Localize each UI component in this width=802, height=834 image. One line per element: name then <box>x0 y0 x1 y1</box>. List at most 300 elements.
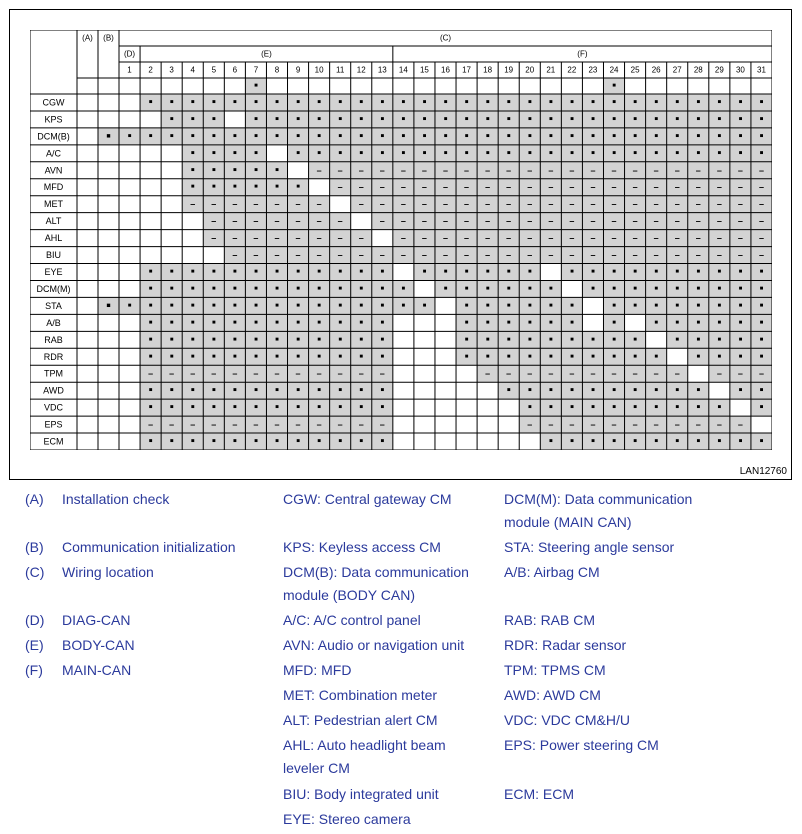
cell-marker: ■ <box>380 99 385 106</box>
legend-item-c: (C) Wiring location <box>25 564 154 580</box>
legend-dcmb-line1: DCM(B): Data communication <box>283 564 469 580</box>
legend-eye: EYE: Stereo camera <box>283 811 411 827</box>
cell-marker: ■ <box>317 438 321 445</box>
cell-dash: – <box>232 216 238 227</box>
cell-marker: ■ <box>338 438 342 445</box>
cell-dash: – <box>674 233 680 244</box>
cell-marker: ■ <box>612 99 616 106</box>
cell-dash: – <box>653 250 659 261</box>
cell-dash: – <box>548 419 554 430</box>
cell-dash: – <box>527 233 533 244</box>
cell-dash: – <box>421 250 427 261</box>
cell-marker: ■ <box>211 336 216 343</box>
cell-dash: – <box>569 419 575 430</box>
cell-marker: ■ <box>570 99 574 106</box>
cell-dash: – <box>695 216 701 227</box>
legend <box>0 484 802 834</box>
cell-marker: ■ <box>443 116 448 123</box>
legend-tpm: TPM: TPMS CM <box>504 662 606 678</box>
legend-rab: RAB: RAB CM <box>504 612 596 628</box>
header-location-number: 13 <box>377 65 387 75</box>
cell-marker: ■ <box>211 404 216 411</box>
cell-marker: ■ <box>359 116 364 123</box>
header-location-number: 11 <box>336 65 345 75</box>
cell-marker: ■ <box>359 302 364 309</box>
cell-marker: ■ <box>464 133 469 140</box>
cell-marker: ■ <box>485 353 490 360</box>
cell-dash: – <box>169 368 175 379</box>
cell-marker: ■ <box>612 150 616 157</box>
legend-item-a: (A) Installation check <box>25 491 170 507</box>
cell-marker: ■ <box>211 302 216 309</box>
cell-marker: ■ <box>190 285 195 292</box>
cell-dash: – <box>674 368 680 379</box>
cell-dash: – <box>569 199 575 210</box>
cell-dash: – <box>737 165 743 176</box>
cell-dash: – <box>506 368 512 379</box>
cell-marker: ■ <box>549 353 553 360</box>
cell-marker: ■ <box>738 116 743 123</box>
cell-marker: ■ <box>612 116 616 123</box>
cell-marker: ■ <box>633 269 637 275</box>
cell-dash: – <box>548 233 554 244</box>
cell-marker: ■ <box>233 99 237 106</box>
cell-dash: – <box>632 250 638 261</box>
cell-dash: – <box>421 233 427 244</box>
cell-marker: ■ <box>759 336 764 343</box>
cell-marker: ■ <box>549 319 553 326</box>
cell-marker: ■ <box>485 116 490 123</box>
cell-dash: – <box>442 182 449 193</box>
cell-dash: – <box>716 182 722 193</box>
header-col-a: (A) <box>82 33 93 43</box>
cell-dash: – <box>316 419 322 430</box>
cell-marker: ■ <box>127 302 132 309</box>
cell-marker: ■ <box>380 336 385 343</box>
cell-dash: – <box>337 182 343 193</box>
cell-dash: – <box>758 182 764 193</box>
cell-marker: ■ <box>570 269 574 275</box>
cell-marker: ■ <box>738 269 743 275</box>
cell-dash: – <box>590 233 596 244</box>
cell-marker: ■ <box>380 116 385 123</box>
cell-marker: ■ <box>527 269 532 275</box>
cell-marker: ■ <box>211 387 216 394</box>
row-label: AVN <box>44 165 63 176</box>
cell-marker: ■ <box>275 285 279 292</box>
cell-marker: ■ <box>211 150 216 157</box>
cell-marker: ■ <box>359 438 364 445</box>
cell-marker: ■ <box>696 99 701 106</box>
cell-dash: – <box>674 216 680 227</box>
row-label: DCM(M) <box>36 283 71 294</box>
cell-marker: ■ <box>254 336 258 343</box>
cell-dash: – <box>379 368 385 379</box>
legend-item-d: (D) DIAG-CAN <box>25 612 131 628</box>
cell-marker: ■ <box>612 438 616 445</box>
cell-marker: ■ <box>549 133 553 140</box>
cell-marker: ■ <box>359 150 364 157</box>
cell-marker: ■ <box>570 336 574 343</box>
cell-marker: ■ <box>633 99 637 106</box>
cell-marker: ■ <box>359 336 364 343</box>
cell-marker: ■ <box>738 353 743 360</box>
cell-dash: – <box>316 165 322 176</box>
cell-marker: ■ <box>275 167 279 174</box>
cell-marker: ■ <box>211 184 216 191</box>
cell-dash: – <box>590 419 596 430</box>
cell-marker: ■ <box>506 269 511 275</box>
cell-marker: ■ <box>190 404 195 411</box>
cell-marker: ■ <box>654 285 658 292</box>
cell-dash: – <box>464 233 470 244</box>
cell-marker: ■ <box>422 269 427 275</box>
cell-dash: – <box>274 419 280 430</box>
cell-marker: ■ <box>233 387 237 394</box>
cell-marker: ■ <box>527 302 532 309</box>
cell-marker: ■ <box>717 269 722 275</box>
cell-marker: ■ <box>591 150 595 157</box>
cell-marker: ■ <box>654 269 658 275</box>
cell-marker: ■ <box>380 133 385 140</box>
cell-dash: – <box>337 165 343 176</box>
cell-marker: ■ <box>464 353 469 360</box>
cell-dash: – <box>253 250 259 261</box>
cell-marker: ■ <box>591 438 595 445</box>
cell-dash: – <box>506 216 512 227</box>
cell-marker: ■ <box>717 404 722 411</box>
cell-marker: ■ <box>380 269 385 275</box>
header-location-number: 7 <box>253 65 259 75</box>
cell-marker: ■ <box>233 133 237 140</box>
cell-dash: – <box>400 165 406 176</box>
cell-marker: ■ <box>169 116 174 123</box>
cell-marker: ■ <box>759 302 764 309</box>
cell-marker: ■ <box>211 133 216 140</box>
cell-dash: – <box>316 199 322 210</box>
cell-marker: ■ <box>675 387 680 394</box>
header-location-number: 24 <box>609 65 619 75</box>
cell-dash: – <box>379 250 385 261</box>
header-location-number: 6 <box>232 65 238 75</box>
cell-marker: ■ <box>317 99 321 106</box>
header-location-number: 22 <box>567 65 577 75</box>
cell-dash: – <box>337 216 343 227</box>
cell-dash: – <box>274 199 280 210</box>
cell-marker: ■ <box>464 269 469 275</box>
header-location-number: 15 <box>419 65 429 75</box>
cell-marker: ■ <box>759 269 764 275</box>
cell-marker: ■ <box>464 99 469 106</box>
cell-dash: – <box>653 419 659 430</box>
cell-marker: ■ <box>338 302 342 309</box>
cell-dash: – <box>400 250 406 261</box>
cell-marker: ■ <box>759 150 764 157</box>
cell-marker: ■ <box>359 404 364 411</box>
cell-dash: – <box>337 368 343 379</box>
cell-dash: – <box>295 216 301 227</box>
cell-marker: ■ <box>275 387 279 394</box>
cell-dash: – <box>611 165 617 176</box>
cell-dash: – <box>569 165 575 176</box>
cell-marker: ■ <box>296 319 300 326</box>
cell-marker: ■ <box>169 387 174 394</box>
cell-dash: – <box>485 368 491 379</box>
header-location-number: 16 <box>441 65 450 75</box>
cell-dash: – <box>232 233 238 244</box>
cell-marker: ■ <box>464 336 469 343</box>
cell-marker: ■ <box>464 150 469 157</box>
cell-marker: ■ <box>570 404 574 411</box>
cell-dash: – <box>695 165 701 176</box>
legend-avn: AVN: Audio or navigation unit <box>283 637 465 653</box>
cell-marker: ■ <box>422 116 427 123</box>
cell-marker: ■ <box>654 116 658 123</box>
cell-marker: ■ <box>296 387 300 394</box>
row-label: DCM(B) <box>37 131 70 142</box>
cell-dash: – <box>611 419 617 430</box>
cell-dash: – <box>758 216 764 227</box>
cell-dash: – <box>506 165 512 176</box>
cell-dash: – <box>632 368 638 379</box>
cell-marker: ■ <box>317 150 321 157</box>
cell-dash: – <box>569 182 575 193</box>
row-label: RAB <box>44 334 63 345</box>
cell-dash: – <box>758 233 764 244</box>
cell-marker: ■ <box>317 404 321 411</box>
cell-marker: ■ <box>190 387 195 394</box>
cell-marker: ■ <box>275 353 279 360</box>
cell-marker: ■ <box>696 116 701 123</box>
cell-marker: ■ <box>738 319 743 326</box>
cell-dash: – <box>295 419 301 430</box>
cell-marker: ■ <box>254 167 258 174</box>
cell-dash: – <box>485 233 491 244</box>
cell-marker: ■ <box>570 353 574 360</box>
cell-marker: ■ <box>591 269 595 275</box>
header-location-number: 4 <box>190 65 195 75</box>
cell-marker: ■ <box>633 302 637 309</box>
header-location-number: 3 <box>169 65 174 75</box>
cell-marker: ■ <box>675 285 680 292</box>
cell-b-marker: ■ <box>106 132 111 140</box>
cell-marker: ■ <box>506 116 511 123</box>
cell-dash: – <box>464 165 470 176</box>
cell-marker: ■ <box>759 404 764 411</box>
row-label: A/C <box>45 148 62 159</box>
header-location-number: 20 <box>525 65 535 75</box>
cell-marker: ■ <box>485 133 490 140</box>
cell-dash: – <box>758 165 764 176</box>
cell-marker: ■ <box>654 150 658 157</box>
cell-marker: ■ <box>464 116 469 123</box>
cell-dash: – <box>611 182 617 193</box>
cell-marker: ■ <box>296 150 300 157</box>
cell-marker: ■ <box>591 387 595 394</box>
cell-marker: ■ <box>190 133 195 140</box>
cell-dash: – <box>611 216 617 227</box>
cell-marker: ■ <box>759 99 764 106</box>
header-col-b: (B) <box>103 33 114 43</box>
cell-dash: – <box>590 182 596 193</box>
cell-dash: – <box>379 165 385 176</box>
cell-marker: ■ <box>275 302 279 309</box>
cell-marker: ■ <box>380 438 385 445</box>
cell-marker: ■ <box>738 133 743 140</box>
cell-marker: ■ <box>338 353 342 360</box>
cell-marker: ■ <box>359 285 364 292</box>
cell-dash: – <box>253 368 259 379</box>
cell-dash: – <box>506 233 512 244</box>
cell-marker: ■ <box>591 133 595 140</box>
cell-dash: – <box>611 368 617 379</box>
cell-marker: ■ <box>254 269 258 275</box>
cell-dash: – <box>506 199 512 210</box>
cell-marker: ■ <box>527 387 532 394</box>
cell-dash: – <box>695 182 701 193</box>
cell-marker: ■ <box>485 302 490 309</box>
cell-marker: ■ <box>169 404 174 411</box>
cell-marker: ■ <box>254 133 258 140</box>
cell-dash: – <box>190 368 196 379</box>
cell-dash: – <box>674 250 680 261</box>
cell-marker: ■ <box>254 99 258 106</box>
cell-marker: ■ <box>190 99 195 106</box>
cell-dash: – <box>400 199 406 210</box>
cell-marker: ■ <box>612 285 616 292</box>
cell-marker: ■ <box>675 99 680 106</box>
cell-marker: ■ <box>338 319 342 326</box>
cell-marker: ■ <box>338 150 342 157</box>
cell-marker: ■ <box>738 438 743 445</box>
cell-dash: – <box>337 419 343 430</box>
cell-marker: ■ <box>527 116 532 123</box>
cell-dash: – <box>400 233 406 244</box>
cell-marker: ■ <box>275 319 279 326</box>
cell-dash: – <box>632 419 638 430</box>
header-col-c: (C) <box>439 33 452 43</box>
cell-dash: – <box>421 216 427 227</box>
legend-ac: A/C: A/C control panel <box>283 612 421 628</box>
header-location-number: 5 <box>211 65 217 75</box>
cell-dash: – <box>548 199 554 210</box>
cell-marker: ■ <box>190 438 195 445</box>
header-location-number: 27 <box>672 65 682 75</box>
cell-marker: ■ <box>211 269 216 275</box>
cell-marker: ■ <box>169 438 174 445</box>
cell-dash: – <box>758 250 764 261</box>
cell-marker: ■ <box>296 404 300 411</box>
cell-dash: – <box>379 182 385 193</box>
cell-marker: ■ <box>211 116 216 123</box>
cell-marker: ■ <box>190 150 195 157</box>
cell-dash: – <box>295 250 301 261</box>
cell-marker: ■ <box>506 387 511 394</box>
cell-marker: ■ <box>296 269 300 275</box>
cell-marker: ■ <box>443 150 448 157</box>
cell-marker: ■ <box>696 269 701 275</box>
cell-marker: ■ <box>612 404 616 411</box>
legend-kps: KPS: Keyless access CM <box>283 539 441 555</box>
cell-marker: ■ <box>443 99 448 106</box>
header-location-number: 1 <box>127 65 132 75</box>
header-location-number: 17 <box>462 65 472 75</box>
row-label: AWD <box>43 385 64 396</box>
row-label: EPS <box>44 419 63 430</box>
cell-dash: – <box>337 233 343 244</box>
cell-marker: ■ <box>275 184 279 191</box>
header-location-number: 25 <box>630 65 640 75</box>
cell-marker: ■ <box>254 150 258 157</box>
cell-dash: – <box>674 182 680 193</box>
cell-marker: ■ <box>738 99 743 106</box>
cell-dash: – <box>169 419 175 430</box>
cell-marker: ■ <box>254 319 258 326</box>
cell-marker: ■ <box>296 285 300 292</box>
cell-dash: – <box>295 233 301 244</box>
cell-marker: ■ <box>401 99 406 106</box>
cell-marker: ■ <box>254 302 258 309</box>
row-label: TPM <box>44 368 63 379</box>
cell-marker: ■ <box>464 285 469 292</box>
row-label: CGW <box>42 97 65 108</box>
cell-marker: ■ <box>233 336 237 343</box>
cell-marker: ■ <box>506 285 511 292</box>
cell-dash: – <box>527 199 533 210</box>
cell-marker: ■ <box>338 99 342 106</box>
cell-marker: ■ <box>148 285 153 292</box>
cell-marker: ■ <box>696 387 701 394</box>
cell-marker: ■ <box>717 353 722 360</box>
cell-marker: ■ <box>148 387 153 394</box>
cell-marker: ■ <box>443 133 448 140</box>
cell-dash: – <box>632 233 638 244</box>
cell-marker: ■ <box>675 150 680 157</box>
cell-marker: ■ <box>190 302 195 309</box>
cell-marker: ■ <box>296 116 300 123</box>
header-location-number: 2 <box>148 65 153 75</box>
cell-marker: ■ <box>717 336 722 343</box>
cell-marker: ■ <box>612 353 616 360</box>
legend-biu: BIU: Body integrated unit <box>283 786 439 802</box>
cell-marker: ■ <box>696 353 701 360</box>
cell-marker: ■ <box>675 133 680 140</box>
row-label: STA <box>45 300 62 311</box>
cell-marker: ■ <box>317 353 321 360</box>
legend-sta: STA: Steering angle sensor <box>504 539 675 555</box>
cell-marker: ■ <box>675 336 680 343</box>
cell-marker: ■ <box>591 336 595 343</box>
cell-marker: ■ <box>401 116 406 123</box>
cell-marker: ■ <box>527 353 532 360</box>
header-location-number: 21 <box>546 65 556 75</box>
cell-dash: – <box>421 182 427 193</box>
cell-marker: ■ <box>233 150 237 157</box>
cell-marker: ■ <box>254 353 258 360</box>
cell-marker: ■ <box>612 336 616 343</box>
cell-marker: ■ <box>169 302 174 309</box>
cell-dash: – <box>232 419 238 430</box>
cell-dash: – <box>611 233 617 244</box>
cell-dash: – <box>548 250 554 261</box>
cell-marker: ■ <box>190 269 195 275</box>
cell-marker: ■ <box>148 438 153 445</box>
legend-ecm: ECM: ECM <box>504 786 574 802</box>
cell-marker: ■ <box>148 404 153 411</box>
cell-marker: ■ <box>296 353 300 360</box>
cell-marker: ■ <box>275 133 279 140</box>
cell-dash: – <box>506 250 512 261</box>
